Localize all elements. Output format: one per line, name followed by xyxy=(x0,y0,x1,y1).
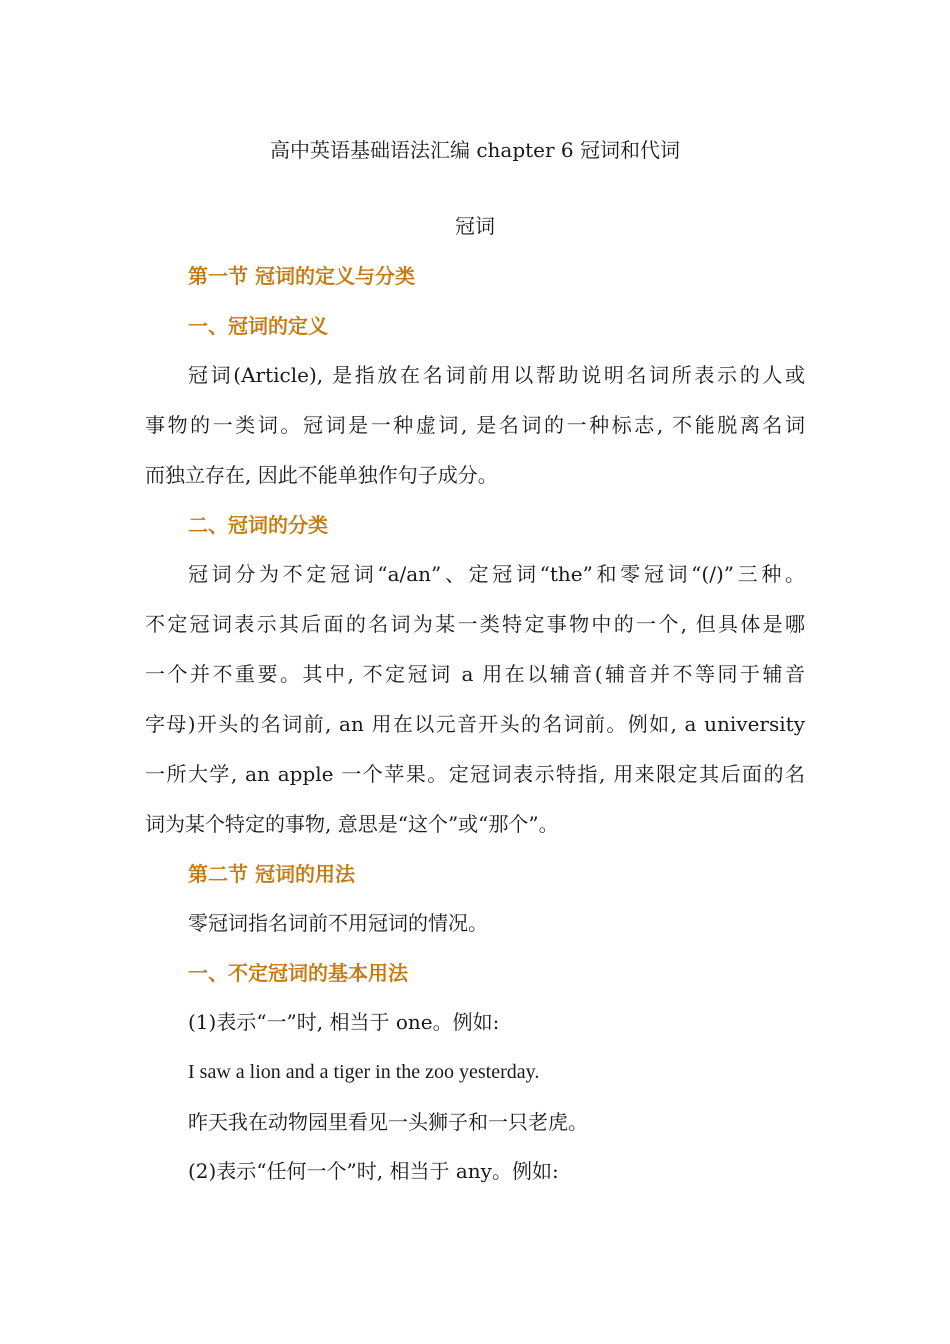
example-1-english: I saw a lion and a tiger in the zoo yesterday. xyxy=(188,1061,540,1083)
zero-article-text: 零冠词指名词前不用冠词的情况。 xyxy=(188,911,488,935)
document-subtitle: 冠词 xyxy=(455,214,495,238)
section2-sub1-heading: 一、不定冠词的基本用法 xyxy=(188,961,408,985)
classification-line-2: 不定冠词表示其后面的名词为某一类特定事物中的一个, 但具体是哪 xyxy=(145,612,805,636)
document-title: 高中英语基础语法汇编 chapter 6 冠词和代词 xyxy=(269,138,681,162)
section2-heading: 第二节 冠词的用法 xyxy=(188,862,355,886)
classification-line-4: 字母)开头的名词前, an 用在以元音开头的名词前。例如, a university xyxy=(145,712,805,736)
definition-line-1: 冠词(Article), 是指放在名词前用以帮助说明名词所表示的人或 xyxy=(188,363,805,387)
definition-line-2: 事物的一类词。冠词是一种虚词, 是名词的一种标志, 不能脱离名词 xyxy=(145,413,805,437)
definition-line-3: 而独立存在, 因此不能单独作句子成分。 xyxy=(145,463,498,487)
classification-line-5: 一所大学, an apple 一个苹果。定冠词表示特指, 用来限定其后面的名 xyxy=(145,762,805,786)
classification-line-6: 词为某个特定的事物, 意思是“这个”或“那个”。 xyxy=(145,812,559,836)
classification-line-1: 冠词分为不定冠词“a/an”、定冠词“the”和零冠词“(/)”三种。 xyxy=(188,562,805,586)
section1-sub1-heading: 一、冠词的定义 xyxy=(188,314,328,338)
usage-1-text: (1)表示“一”时, 相当于 one。例如: xyxy=(188,1010,500,1034)
section1-sub2-heading: 二、冠词的分类 xyxy=(188,513,328,537)
usage-2-text: (2)表示“任何一个”时, 相当于 any。例如: xyxy=(188,1159,559,1183)
example-1-chinese: 昨天我在动物园里看见一头狮子和一只老虎。 xyxy=(188,1110,588,1134)
section1-heading: 第一节 冠词的定义与分类 xyxy=(188,264,415,288)
classification-line-3: 一个并不重要。其中, 不定冠词 a 用在以辅音(辅音并不等同于辅音 xyxy=(145,662,805,686)
